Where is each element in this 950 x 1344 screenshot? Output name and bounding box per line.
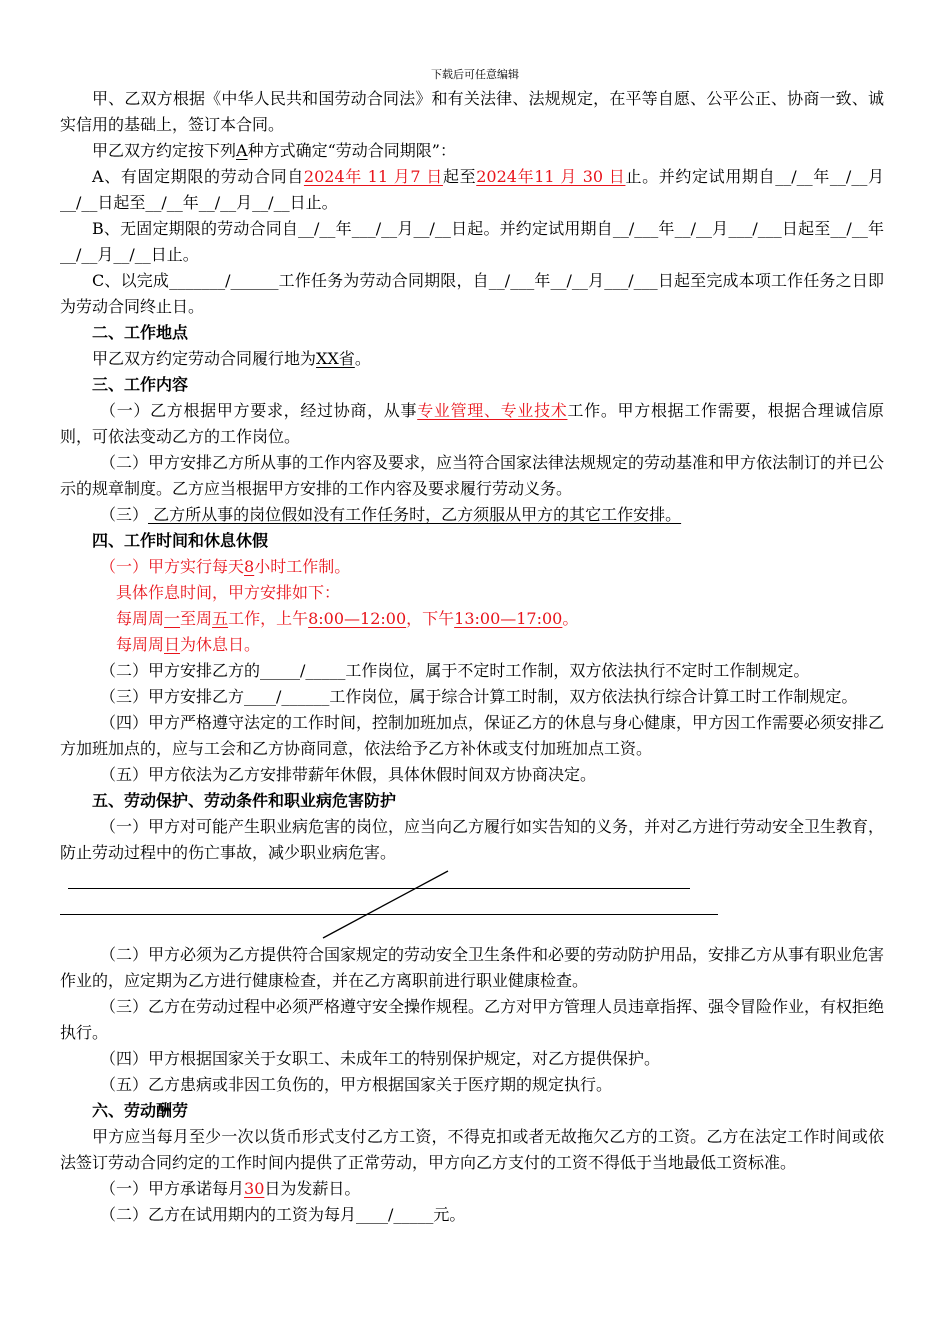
afternoon-hours-value: 13:00—17:00 (454, 609, 563, 628)
start-date: 2024年 11 月7 日 (303, 167, 443, 186)
week-end-value: 五 (212, 609, 229, 628)
section-heading-labor-protection: 五、劳动保护、劳动条件和职业病危害防护 (92, 791, 397, 810)
labor-protection-5: （五）乙方患病或非因工负伤的，甲方根据国家关于医疗期的规定执行。 (100, 1075, 613, 1094)
labor-protection-3: （三）乙方在劳动过程中必须严格遵守安全操作规程。乙方对甲方管理人员违章指挥、强令冒险作业，有权拒绝执行。 (60, 997, 885, 1042)
labor-protection-4: （四）甲方根据国家关于女职工、未成年工的特别保护规定，对乙方提供保护。 (100, 1049, 661, 1068)
term-option-b: B、无固定期限的劳动合同自__/__年___/__月__/__日起。并约定试用期自__/___年__/__月___/___日起至__/__年__/__月__/__日止。 (60, 219, 884, 264)
page-header: 下载后可任意编辑 (431, 68, 519, 81)
work-content-3-value: 乙方所从事的岗位假如没有工作任务时，乙方须服从甲方的其它工作安排。 (148, 505, 682, 524)
work-place-value: XX省 (316, 349, 355, 368)
rest-day-value: 日 (164, 635, 181, 654)
section-heading-work-content: 三、工作内容 (92, 375, 189, 394)
payday-value: 30 (244, 1179, 265, 1198)
section-heading-work-hours: 四、工作时间和休息休假 (92, 531, 269, 550)
intro-paragraph: 甲、乙双方根据《中华人民共和国劳动合同法》和有关法律、法规规定，在平等自愿、公平公正、协商一致、诚实信用的基础上，签订本合同。 (60, 89, 884, 134)
schedule-intro: 具体作息时间，甲方安排如下： (116, 583, 341, 602)
remuneration-intro: 甲方应当每月至少一次以货币形式支付乙方工资，不得克扣或者无故拖欠乙方的工资。乙方在法定工作时间或依法签订劳动合同约定的工作时间内提供了正常劳动，甲方向乙方支付的工资不得低于当地最低工资标准。 (60, 1127, 884, 1172)
work-content-1: （一）乙方根据甲方要求，经过协商，从事专业管理、专业技术工作。甲方根据工作需要，根据合理诚信原则，可依法变动乙方的工作岗位。 (60, 401, 884, 446)
job-type-value: 专业管理、专业技术 (417, 401, 568, 420)
work-hours-1: （一）甲方实行每天8小时工作制。 (100, 557, 351, 576)
work-content-2: （二）甲方安排乙方所从事的工作内容及要求，应当符合国家法律法规规定的劳动基准和甲方依法制订的并已公示的规章制度。乙方应当根据甲方安排的工作内容及要求履行劳动义务。 (60, 453, 885, 498)
labor-protection-1: （一）甲方对可能产生职业病危害的岗位，应当向乙方履行如实告知的义务，并对乙方进行劳动安全卫生教育，防止劳动过程中的伤亡事故，减少职业病危害。 (60, 817, 885, 862)
work-hours-2: （二）甲方安排乙方的_____/_____工作岗位，属于不定时工作制，双方依法执行不定时工作制规定。 (100, 661, 810, 680)
work-hours-3: （三）甲方安排乙方____/______工作岗位，属于综合计算工时制，双方依法执行综合计算工时工作制规定。 (100, 687, 858, 706)
labor-protection-2: （二）甲方必须为乙方提供符合国家规定的劳动安全卫生条件和必要的劳动防护用品，安排乙方从事有职业危害作业的，应定期为乙方进行健康检查，并在乙方离职前进行职业健康检查。 (60, 945, 885, 990)
work-place-paragraph: 甲乙双方约定劳动合同履行地为XX省。 (92, 349, 371, 368)
rest-day: 每周周日为休息日。 (116, 635, 261, 654)
blank-lines-area (60, 866, 884, 942)
hours-per-day-value: 8 (244, 557, 255, 576)
weekly-schedule: 每周周一至周五工作，上午8:00—12:00，下午13:00—17:00。 (116, 609, 579, 628)
section-heading-work-place: 二、工作地点 (92, 323, 189, 342)
contract-body (60, 86, 884, 1228)
remuneration-1: （一）甲方承诺每月30日为发薪日。 (100, 1179, 361, 1198)
work-hours-4: （四）甲方严格遵守法定的工作时间，控制加班加点，保证乙方的休息与身心健康，甲方因工作需要必须安排乙方加班加点的，应与工会和乙方协商同意，依法给予乙方补休或支付加班加点工资。 (60, 713, 885, 758)
work-content-3: （三） 乙方所从事的岗位假如没有工作任务时，乙方须服从甲方的其它工作安排。 (100, 505, 682, 524)
morning-hours-value: 8:00—12:00 (308, 609, 407, 628)
term-type-paragraph: 甲乙双方约定按下列A种方式确定“劳动合同期限”： (92, 141, 456, 160)
work-hours-5: （五）甲方依法为乙方安排带薪年休假，具体休假时间双方协商决定。 (100, 765, 597, 784)
term-option-c: C、以完成_______/______工作任务为劳动合同期限，自__/___年__/__月___/___日起至完成本项工作任务之日即为劳动合同终止日。 (60, 271, 884, 316)
term-type-value: A (236, 141, 248, 160)
term-option-a: A、有固定期限的劳动合同自2024年 11 月7 日起至2024年11 月 30 日止。并约定试用期自__/__年__/__月__/__日起至__/__年__/__月__/__日止。 (60, 167, 884, 212)
section-heading-remuneration: 六、劳动酬劳 (92, 1101, 189, 1120)
week-start-value: 一 (164, 609, 181, 628)
end-date: 2024年11 月 30 日 (476, 167, 626, 186)
remuneration-2: （二）乙方在试用期内的工资为每月____/_____元。 (100, 1205, 466, 1224)
strike-line (60, 866, 760, 942)
